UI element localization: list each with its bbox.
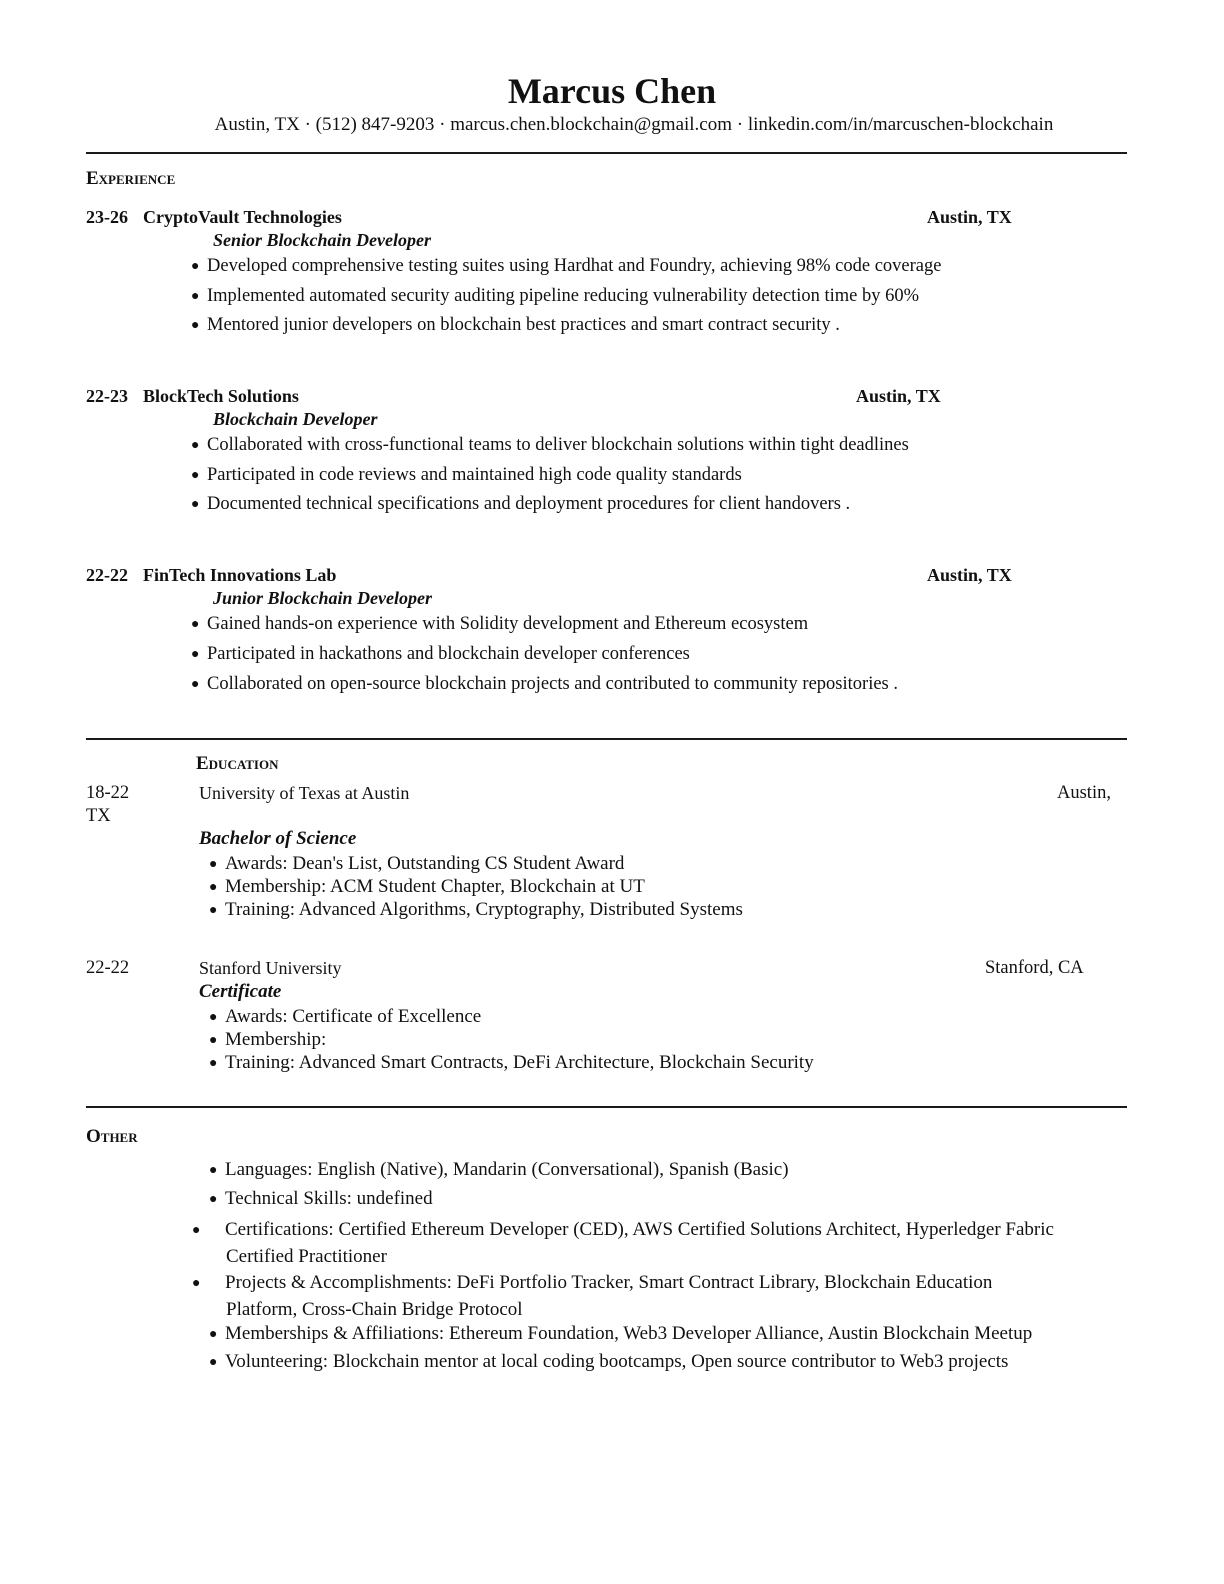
education-bullet: ● Awards: Certificate of Excellence	[209, 1006, 482, 1027]
education-bullet: ● Membership:	[209, 1029, 327, 1050]
degree: Bachelor of Science	[199, 828, 357, 849]
job-dates: 23-26	[86, 207, 128, 227]
job-role: Blockchain Developer	[213, 409, 378, 429]
education-dates: 18-22	[86, 783, 130, 803]
bullet-icon: ●	[191, 647, 200, 662]
bullet-icon: ●	[191, 438, 200, 453]
school-name: University of Texas at Austin	[199, 783, 410, 803]
other-bullet: ● Certifications: Certified Ethereum Developer (CED), AWS Certified Solutions Architect, Hyperledger Fabric Certified Practitioner	[192, 1219, 1054, 1267]
bullet-icon: ●	[209, 1355, 218, 1370]
job-bullet: ● Implemented automated security auditing pipeline reducing vulnerability detection time by 60%	[191, 286, 920, 306]
bullet-icon: ●	[209, 1056, 218, 1071]
job-location: Austin, TX	[927, 207, 1012, 227]
bullet-icon: ●	[191, 318, 200, 333]
bullet-icon: ●	[209, 1033, 218, 1048]
education-divider	[86, 1106, 1127, 1108]
bullet-icon: ●	[191, 468, 200, 483]
bullet-icon: ●	[191, 259, 200, 274]
school-location: Austin,	[1057, 783, 1111, 803]
job-bullet: ● Developed comprehensive testing suites using Hardhat and Foundry, achieving 98% code coverage	[191, 256, 942, 276]
school-location: Stanford, CA	[985, 958, 1084, 978]
job-bullet: ● Mentored junior developers on blockchain best practices and smart contract security .	[191, 315, 840, 335]
job-company: FinTech Innovations Lab	[143, 565, 337, 585]
job-dates: 22-22	[86, 565, 128, 585]
other-bullet: ● Technical Skills: undefined	[209, 1188, 433, 1209]
education-bullet: ● Awards: Dean's List, Outstanding CS Student Award	[209, 853, 625, 874]
candidate-name: Marcus Chen	[507, 71, 717, 111]
bullet-icon: ●	[209, 857, 218, 872]
other-bullet: ● Volunteering: Blockchain mentor at local coding bootcamps, Open source contributor to Web3 projects	[209, 1351, 1009, 1372]
education-bullet: ● Training: Advanced Smart Contracts, DeFi Architecture, Blockchain Security	[209, 1052, 814, 1073]
other-bullet: ● Memberships & Affiliations: Ethereum Foundation, Web3 Developer Alliance, Austin Blockchain Meetup	[209, 1323, 1033, 1344]
job-bullet: ● Participated in hackathons and blockchain developer conferences	[191, 644, 690, 664]
job-location: Austin, TX	[927, 565, 1012, 585]
job-role: Junior Blockchain Developer	[213, 588, 432, 608]
bullet-icon: ●	[192, 1276, 201, 1291]
job-bullet: ● Collaborated on open-source blockchain projects and contributed to community repositories .	[191, 674, 898, 694]
bullet-icon: ●	[191, 617, 200, 632]
education-dates-overflow: TX	[86, 806, 111, 826]
header-divider	[86, 152, 1127, 154]
job-dates: 22-23	[86, 386, 128, 406]
bullet-icon: ●	[209, 1192, 218, 1207]
education-heading: Education	[196, 753, 279, 774]
job-company: BlockTech Solutions	[143, 386, 299, 406]
bullet-icon: ●	[191, 677, 200, 692]
job-bullet: ● Documented technical specifications and deployment procedures for client handovers .	[191, 494, 851, 514]
job-bullet: ● Participated in code reviews and maintained high code quality standards	[191, 465, 742, 485]
bullet-icon: ●	[192, 1223, 201, 1238]
job-bullet: ● Collaborated with cross-functional teams to deliver blockchain solutions within tight deadlines	[191, 435, 909, 455]
contact-line: Austin, TX · (512) 847-9203 · marcus.chen.blockchain@gmail.com · linkedin.com/in/marcuschen-blockchain	[214, 114, 1054, 135]
job-company: CryptoVault Technologies	[143, 207, 342, 227]
education-bullet: ● Training: Advanced Algorithms, Cryptography, Distributed Systems	[209, 899, 743, 920]
degree: Certificate	[199, 981, 282, 1002]
job-role: Senior Blockchain Developer	[213, 230, 431, 250]
job-bullet: ● Gained hands-on experience with Solidity development and Ethereum ecosystem	[191, 614, 809, 634]
bullet-icon: ●	[209, 880, 218, 895]
experience-divider	[86, 738, 1127, 740]
education-bullet: ● Membership: ACM Student Chapter, Blockchain at UT	[209, 876, 645, 897]
school-name: Stanford University	[199, 958, 342, 978]
bullet-icon: ●	[209, 1327, 218, 1342]
bullet-icon: ●	[209, 903, 218, 918]
bullet-icon: ●	[209, 1010, 218, 1025]
job-location: Austin, TX	[856, 386, 941, 406]
experience-heading: Experience	[86, 168, 176, 189]
bullet-icon: ●	[191, 497, 200, 512]
other-bullet: ● Languages: English (Native), Mandarin (Conversational), Spanish (Basic)	[209, 1159, 789, 1180]
bullet-icon: ●	[191, 289, 200, 304]
other-heading: Other	[86, 1126, 138, 1147]
other-bullet: ● Projects & Accomplishments: DeFi Portfolio Tracker, Smart Contract Library, Blockchain Education Platform, Cross-Chain Bridge Protocol	[192, 1272, 993, 1320]
bullet-icon: ●	[209, 1163, 218, 1178]
education-dates: 22-22	[86, 958, 130, 978]
